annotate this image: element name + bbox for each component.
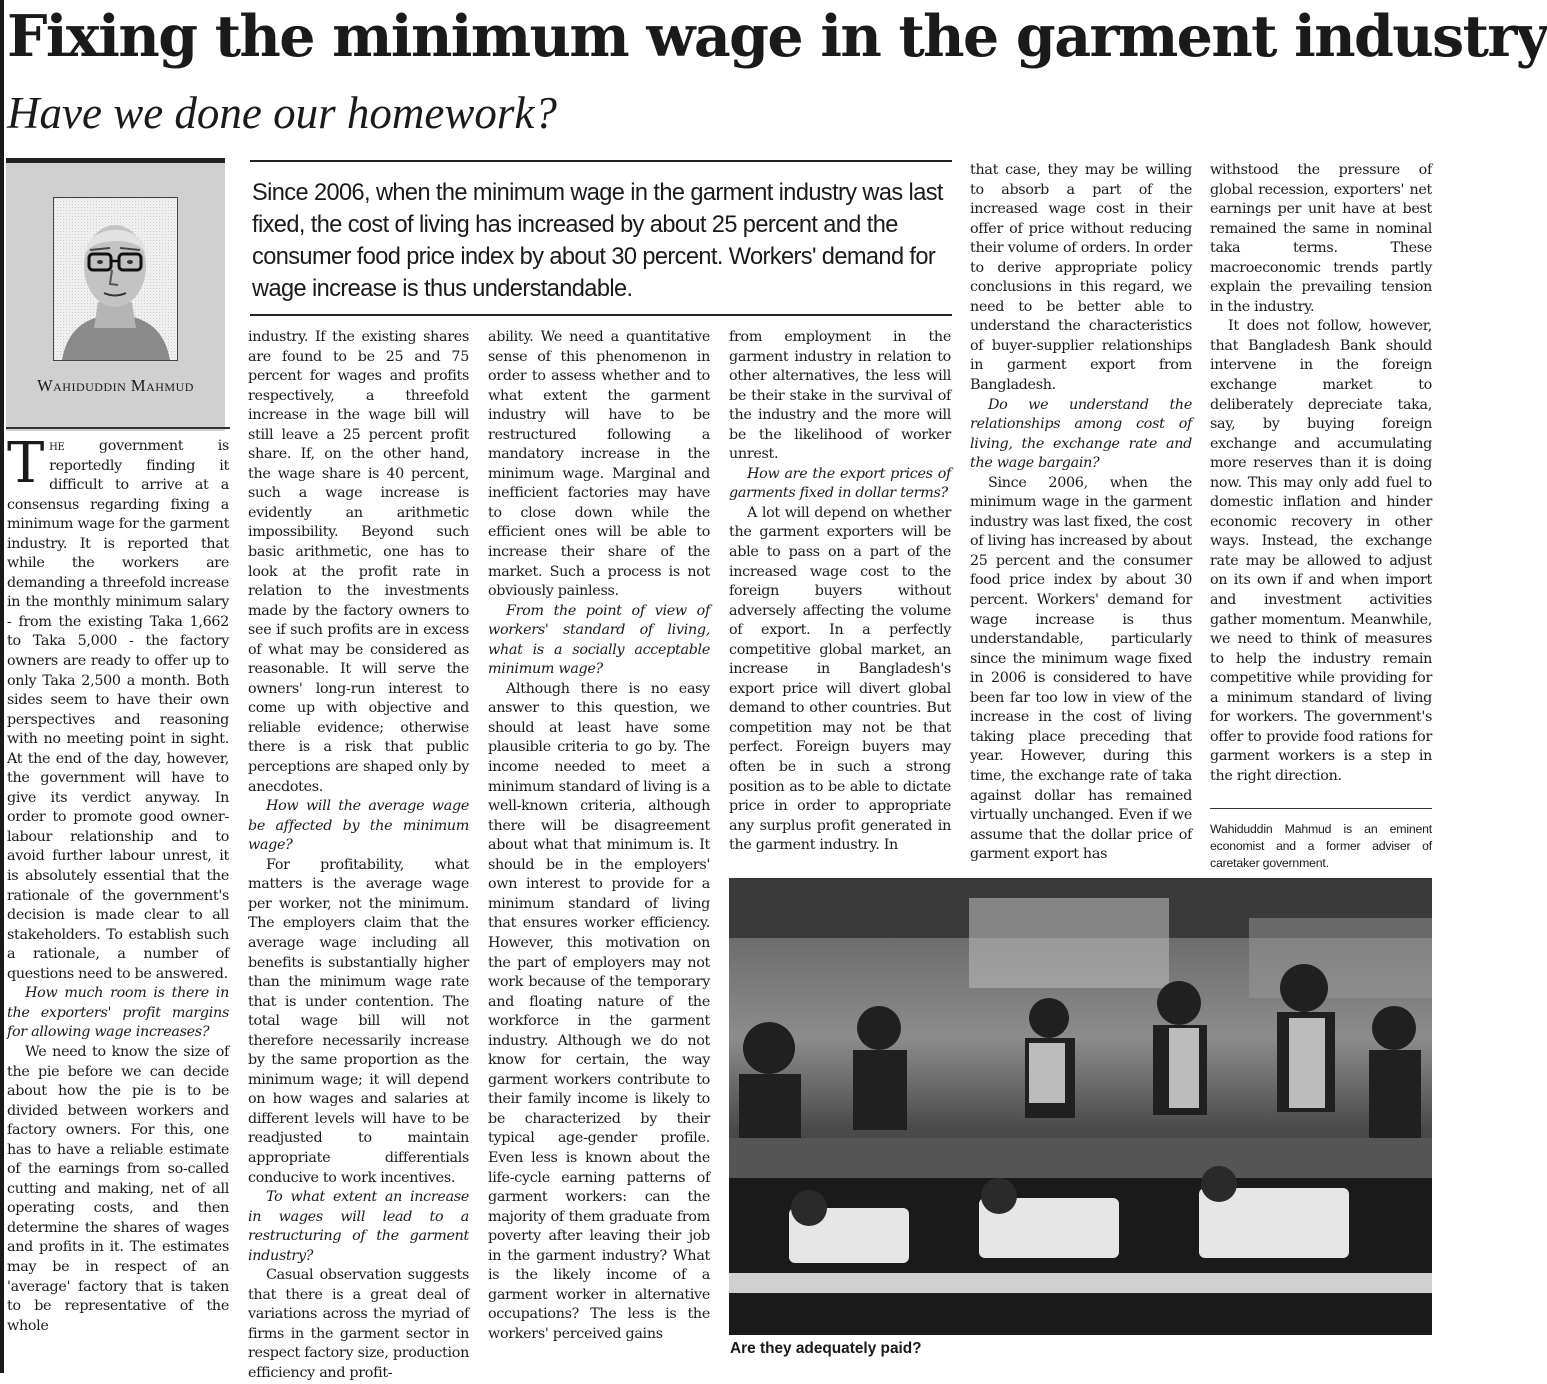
subheadline: Have we done our homework? — [7, 88, 557, 138]
article-column-4 — [729, 328, 951, 859]
author-portrait-icon — [53, 197, 178, 361]
article-column-2 — [248, 328, 469, 1381]
paragraph: A lot will depend on whether the garment exporters will be able to pass on a part of the increased wage cost to the foreign buyers without adversely affecting the volume of export. In a perfectly competitive global market, an increase in Bangladesh's export price will divert global demand to other countries. But competition may not be that perfect. Foreign buyers may often be in such a strong position as to be able to dictate price in order to appropriate any surplus profit generated in the garment industry. In — [729, 504, 951, 854]
paragraph: withstood the pressure of global recession, exporters' net earnings per unit have at best remained the same in nominal taka terms. These macroeconomic trends partly explain the prevailing tension in the industry. — [1210, 162, 1432, 315]
lead-paragraph — [7, 431, 230, 984]
pull-quote-text: Since 2006, when the minimum wage in the garment industry was last fixed, the cost of living has increased by about 25 percent and the consumer food price index by about 30 percent. Workers' demand for wage increase is thus understandable. — [252, 180, 943, 302]
paragraph-text: government is reportedly finding it difficult to arrive at a consensus regarding fixing a minimum wage for the garment industry. It is reported that while the workers are demanding a threefold increase in the monthly minimum salary - from the existing Taka 1,662 to Taka 5,000 - the factory owners are ready to offer up to only Taka 2,500 a month. Both sides seem to have their own perspectives and reasoning with no meeting point in sight. At the end of the day, however, the government will have to give its verdict anyway. In order to promote good owner-labour relationship and to avoid further labour unrest, it is absolutely essential that the rationale of the government's decision is made clear to all stakeholders. To establish such a rationale, a number of questions need to be answered. — [7, 438, 230, 982]
subhead-question: How are the export prices of garments fixed in dollar terms? — [729, 465, 951, 502]
subhead-question: To what extent an increase in wages will lead to a restructuring of the garment industry? — [248, 1189, 469, 1264]
photo-caption: Are they adequately paid? — [730, 1340, 922, 1357]
article-column-6 — [1210, 161, 1432, 793]
divider — [6, 427, 230, 429]
paragraph: We need to know the size of the pie before we can decide about how the pie is to be divided between workers and factory owners. For this, one has to have a reliable estimate of the earnings from so-called cutting and making, net of all operating costs, and then determine the shares of wages and profits in it. The estimates may be in respect of an 'average' factory that is taken to be representative of the whole — [7, 1043, 229, 1334]
paragraph: For profitability, what matters is the average wage per worker, not the minimum. The employers claim that the average wage including all benefits is substantially higher than the minimum wage rate that is under contention. The total wage bill will not therefore necessarily increase by the same proportion as the minimum wage; it will depend on how wages and salaries at different levels will have to be readjusted to maintain appropriate differentials conducive to work incentives. — [248, 856, 469, 1186]
paragraph: ability. We need a quantitative sense of this phenomenon in order to assess whether and to what extent the garment industry will have to be restructured following a mandatory increase in the minimum wage. Marginal and inefficient factories may have to close down while the efficient ones will be able to increase their share of the market. Such a process is not obviously painless. — [488, 329, 710, 600]
drop-cap: T — [7, 431, 45, 496]
paragraph: from employment in the garment industry in relation to other alternatives, the less will be their stake in the survival of the industry and the more will be the likelihood of worker unrest. — [729, 329, 951, 463]
paragraph: Although there is no easy answer to this question, we should at least have some plausible criteria to go by. The income needed to meet a minimum standard of living is a well-known criteria, although there will be disagreement about what that minimum is. It should be in the employers' own interest to provide for a minimum standard of living that ensures worker efficiency. However, this motivation on the part of employers may not work because of the temporary and floating nature of the workforce in the garment industry. Although we do not know for certain, the way garment workers contribute to their family income is likely to be characterized by their typical age-gender profile. Even less is known about the life-cycle earning patterns of garment workers: can the majority of them graduate from poverty after leaving their job in the garment industry? What is the likely income of a garment worker in alternative occupations? The less is the workers' perceived gains — [488, 680, 710, 1342]
author-note: Wahiduddin Mahmud is an eminent economist and a former adviser of caretaker government. — [1210, 822, 1432, 870]
paragraph: Casual observation suggests that there is a great deal of variations across the myriad of firms in the garment sector in respect factory size, production efficiency and profit- — [248, 1267, 469, 1381]
paragraph: industry. If the existing shares are found to be 25 and 75 percent for wages and profits respectively, a threefold increase in the wage bill will still leave a 25 percent profit share. If, on the other hand, the wage share is 40 percent, such a wage increase is evidently an arithmetic impossibility. Beyond such basic arithmetic, one has to look at the profit rate in relation to the investments made by the factory owners to see if such profits are in excess of what may be considered as reasonable. It will serve the owners' long-run interest to come up with objective and reliable evidence; otherwise there is a risk that public perceptions are shaped only by anecdotes. — [248, 329, 469, 795]
article-column-1 — [7, 431, 230, 1365]
subhead-question: How much room is there in the exporters' profit margins for allowing wage increases? — [7, 985, 229, 1041]
paragraph: Since 2006, when the minimum wage in the garment industry was last fixed, the cost of living has increased by about 25 percent and the consumer food price index by about 30 percent. Workers' demand for wage increase is thus understandable, particularly since the minimum wage fixed in 2006 is considered to have been far too low in view of the increase in the cost of living taking place preceding that year. However, during this time, the exchange rate of taka against dollar has remained virtually unchanged. Even if we assume that the dollar price of garment export has — [970, 474, 1192, 863]
paragraph: that case, they may be willing to absorb a part of the increased wage cost in their offer of price without reducing their volume of orders. In order to derive appropriate policy conclusions in this regard, we need to be better able to understand the characteristics of buyer-supplier relationships in garment export from Bangladesh. — [970, 162, 1192, 394]
author-box — [6, 158, 225, 431]
lead-smallcaps: he — [49, 438, 65, 454]
subhead-question: How will the average wage be affected by the minimum wage? — [248, 798, 469, 854]
subhead-question: From the point of view of workers' standard of living, what is a socially acceptable minimum wage? — [488, 602, 710, 678]
divider — [1210, 808, 1432, 809]
article-column-5 — [970, 161, 1192, 867]
page-edge-rule — [0, 0, 4, 1373]
subhead-question: Do we understand the relationships among cost of living, the exchange rate and the wage bargain? — [970, 396, 1192, 472]
pull-quote — [250, 160, 952, 316]
garment-factory-photo-icon — [729, 878, 1432, 1335]
headline: Fixing the minimum wage in the garment industry — [7, 3, 1547, 70]
paragraph: It does not follow, however, that Bangladesh Bank should intervene in the foreign exchange market to deliberately depreciate taka, say, by buying foreign exchange and accumulating more reserves than it is doing now. This may only add fuel to domestic inflation and hinder economic recovery in other ways. Instead, the exchange rate may be allowed to adjust on its own if and when import and investment activities gather momentum. Meanwhile, we need to think of measures to help the industry remain competitive while providing for a minimum standard of living for workers. The government's offer to provide food rations for garment workers is a step in the right direction. — [1210, 318, 1432, 784]
author-byline: Wahiduddin Mahmud — [37, 376, 194, 395]
article-column-3 — [488, 328, 710, 1365]
